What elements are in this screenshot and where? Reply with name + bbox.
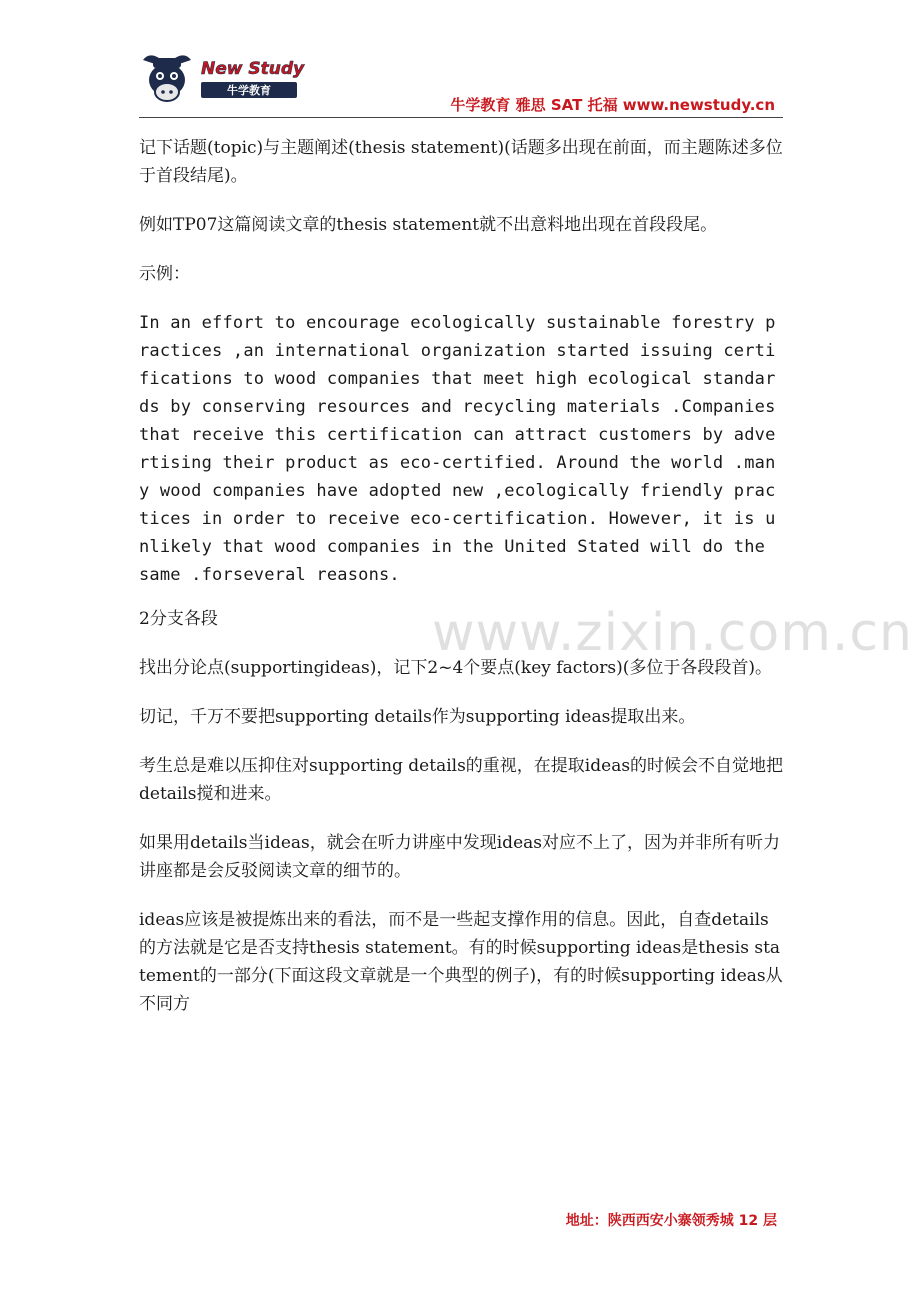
paragraph-details-vs-ideas: 如果用details当ideas，就会在听力讲座中发现ideas对应不上了，因为并非所有听力讲座都是会反驳阅读文章的细节的。 [139,833,780,881]
newstudy-logo [139,50,309,112]
page-header [139,50,783,120]
footer-address: 地址：陕西西安小寨领秀城 12 层 [565,1213,777,1229]
paragraph-tp07-example: 例如TP07这篇阅读文章的thesis statement就不出意料地出现在首段段尾。 [139,215,718,235]
logo-subtext: 牛学教育 [227,84,271,97]
paragraph-warning: 切记，千万不要把supporting details作为supporting ideas提取出来。 [139,707,696,727]
section-heading-branches: 2分支各段 [139,609,218,629]
paragraph-supporting-ideas: 找出分论点(supportingideas)，记下2~4个要点(key factors)(多位于各段段首)。 [139,658,773,678]
watermark: www.zixin.com.cn [432,603,913,663]
paragraph-english-passage: In an effort to encourage ecologically sustainable forestry practices ,an international organization started issuing certifications to wood companies that meet high ecological standards by conserving resources and recycling materials .Companies that receive this certification can attract customers by advertising their product as eco-certified. Around the world .many wood companies have adopted new ,ecologically friendly practices in order to receive eco-certification. However, it is unlikely that wood companies in the United Stated will do the same .forseveral reasons. [139,313,786,585]
logo-text: New Study [201,59,305,79]
header-divider [139,117,783,118]
paragraph-example-label: 示例： [139,264,190,284]
paragraph-details-focus: 考生总是难以压抑住对supporting details的重视，在提取ideas的时候会不自觉地把details搅和进来。 [139,756,784,804]
brand-line: 牛学教育 雅思 SAT 托福 www.newstudy.cn [450,96,775,114]
paragraph-ideas-definition: ideas应该是被提炼出来的看法，而不是一些起支撑作用的信息。因此，自查details的方法就是它是否支持thesis statement。有的时候supporting ideas是thesis statement的一部分(下面这段文章就是一个典型的例子)，有的时候supporting ideas从不同方 [139,910,783,1014]
bull-mascot-icon [143,55,191,101]
document-body [139,134,784,1039]
paragraph-topic-thesis: 记下话题(topic)与主题阐述(thesis statement)(话题多出现在前面，而主题陈述多位于首段结尾)。 [139,138,783,186]
